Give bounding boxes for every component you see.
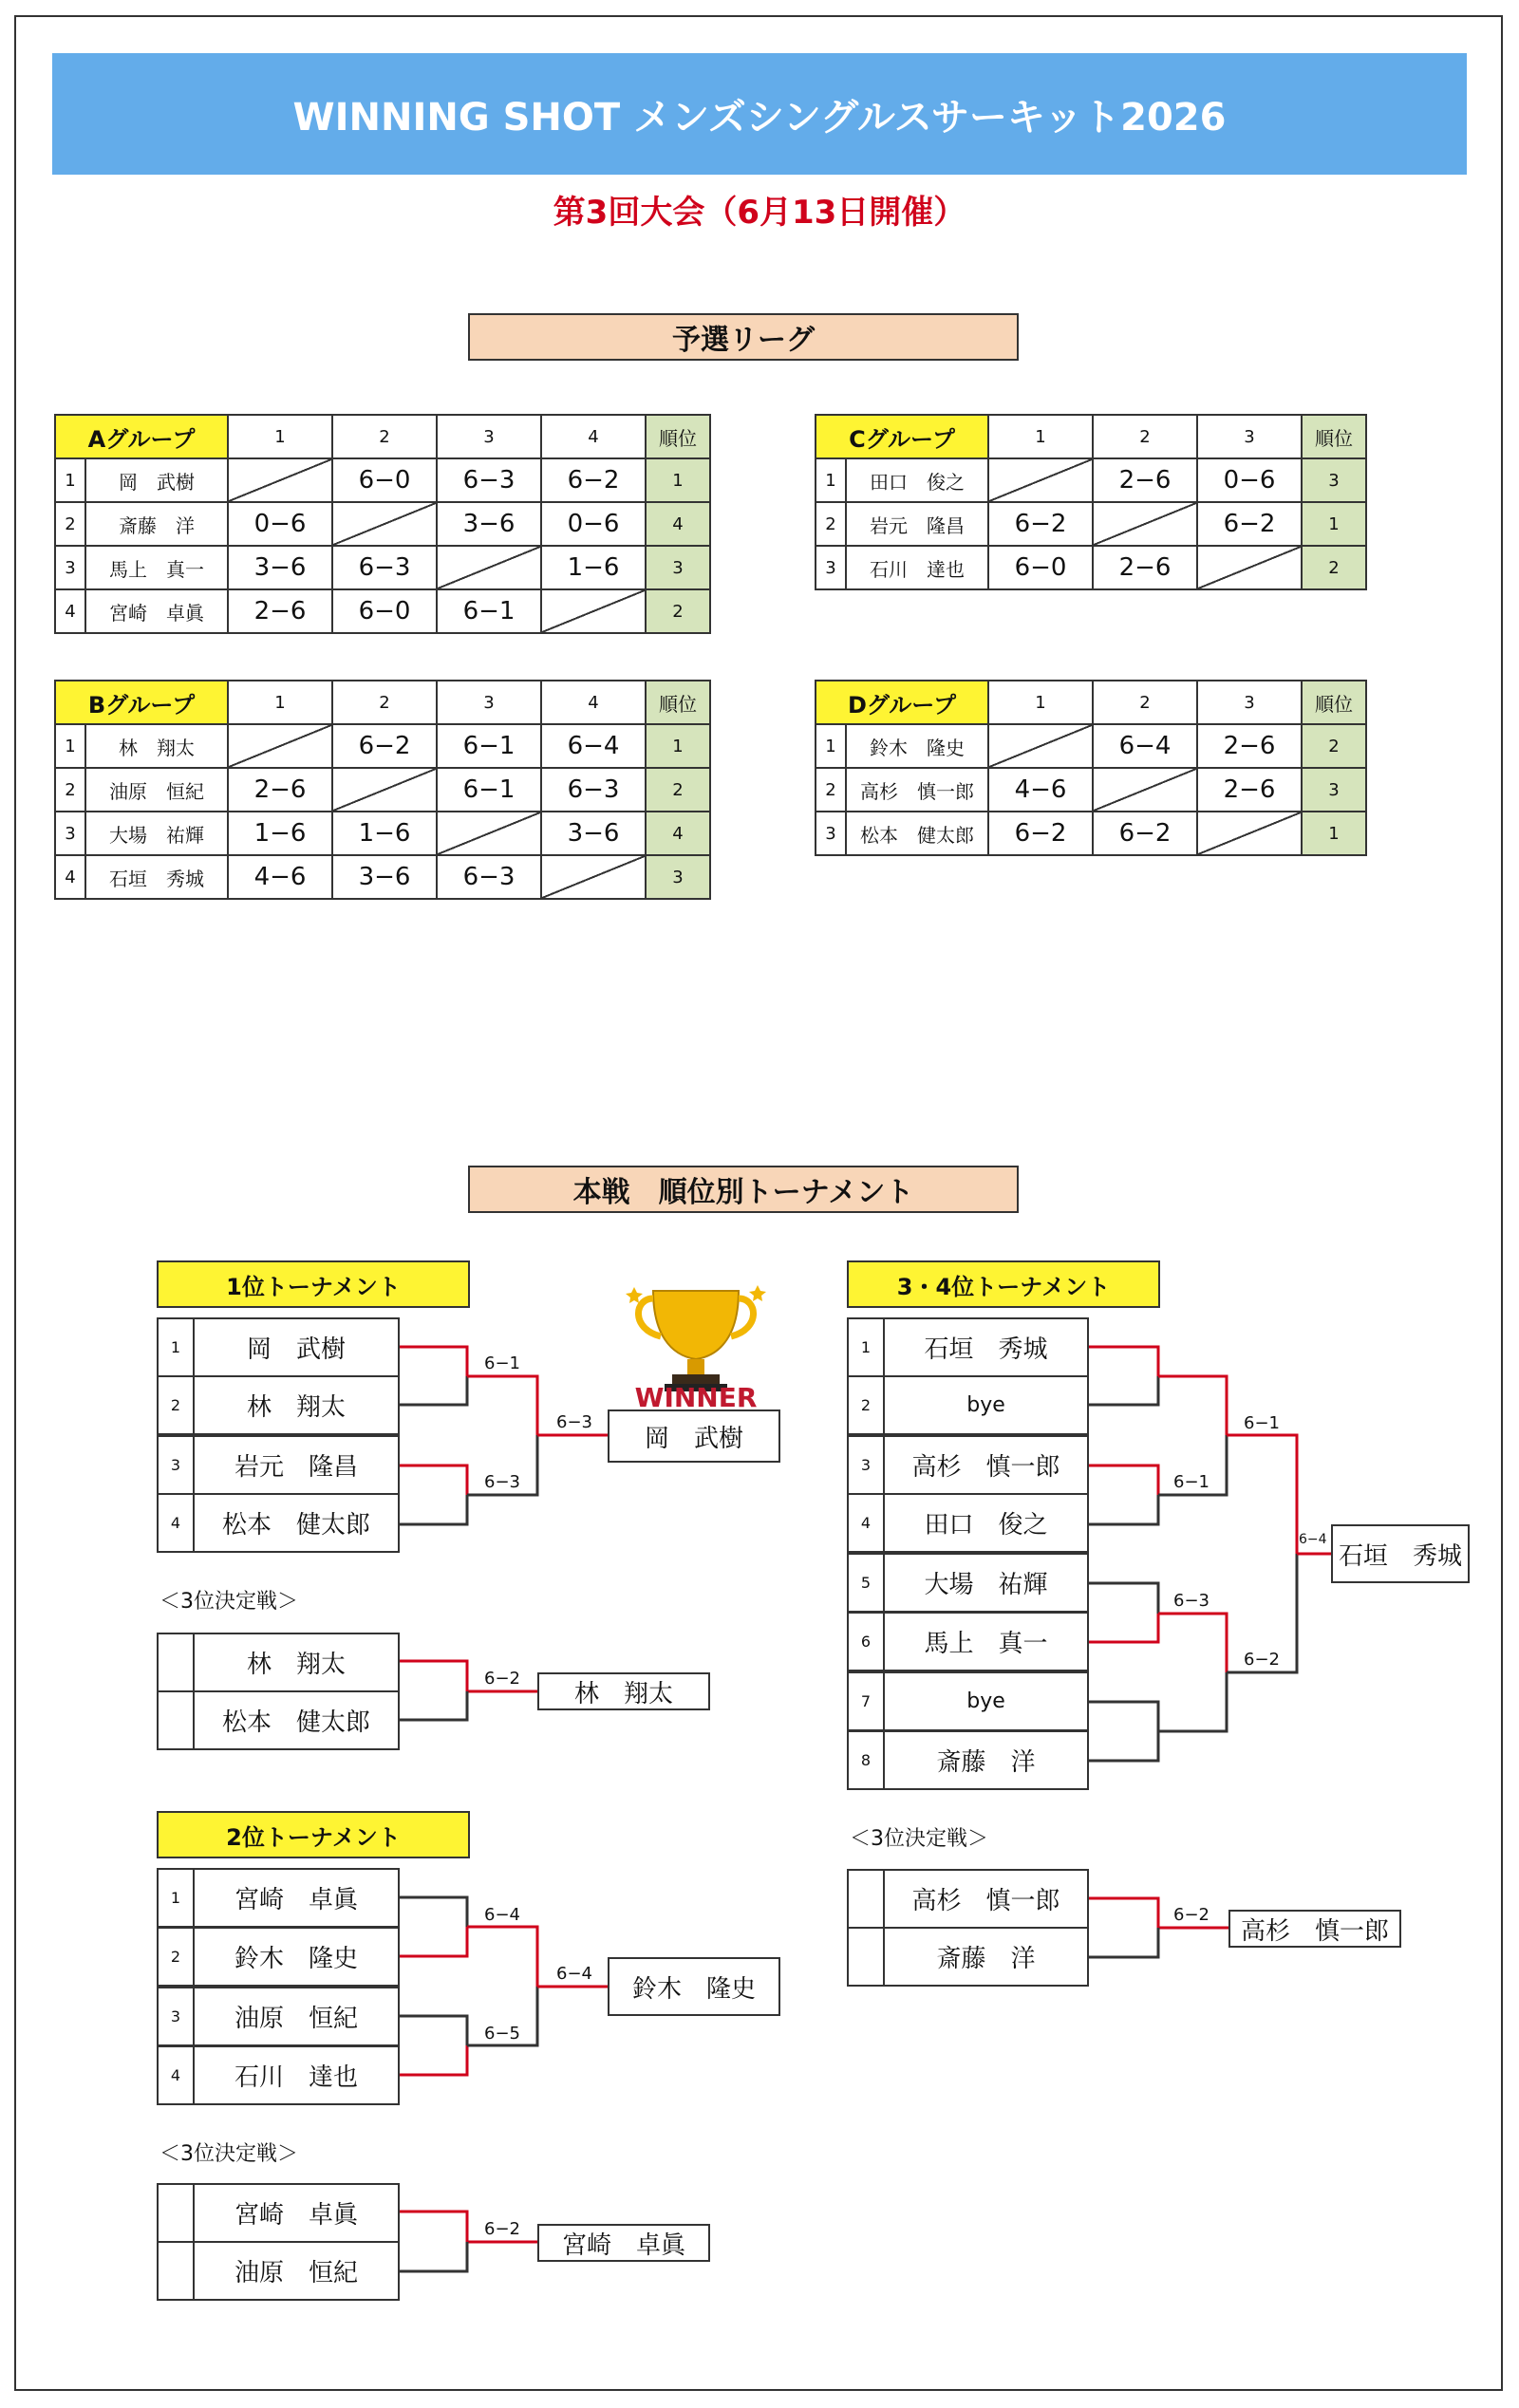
row-number: 1 <box>816 724 846 768</box>
seed-number: 2 <box>849 1377 885 1433</box>
t34-player-8 <box>847 1730 1089 1790</box>
score-cell: 3−6 <box>437 502 541 546</box>
col-header: 1 <box>988 415 1093 458</box>
t34-third-winner-box: 高杉 慎一郎 <box>1228 1910 1401 1948</box>
score-label: 6−4 <box>484 1905 520 1925</box>
score-label: 6−5 <box>484 2024 520 2044</box>
bracket-line <box>1158 1376 1227 1435</box>
t2-player-3 <box>157 1987 400 2046</box>
rank-cell: 1 <box>1302 812 1366 855</box>
row-number: 1 <box>55 724 85 768</box>
bracket-line <box>1088 1614 1158 1642</box>
t2-player-1 <box>157 1868 400 1928</box>
score-cell: 6−3 <box>437 458 541 502</box>
score-cell: 3−6 <box>541 812 646 855</box>
score-cell: 0−6 <box>541 502 646 546</box>
player-name: 岩元 隆昌 <box>234 1453 358 1482</box>
seed-number: 1 <box>849 1319 885 1375</box>
player-name: 斎藤 洋 <box>85 502 228 546</box>
col-header: 4 <box>541 415 646 458</box>
t34-title: 3・4位トーナメント <box>847 1260 1160 1308</box>
rank-cell: 2 <box>1302 546 1366 589</box>
bracket-line <box>399 2242 467 2271</box>
score-label: 6−2 <box>1173 1905 1210 1925</box>
seed-number <box>849 1871 885 1927</box>
bracket-line <box>399 1376 467 1405</box>
player-name: 石垣 秀城 <box>924 1335 1048 1364</box>
score-cell: 6−2 <box>332 724 437 768</box>
score-label: 6−2 <box>484 2219 520 2239</box>
player-name: 馬上 真一 <box>85 546 228 589</box>
score-cell: 6−2 <box>988 502 1093 546</box>
col-header: 1 <box>228 681 332 724</box>
score-label: 6−3 <box>1173 1591 1210 1611</box>
bracket-line <box>1088 1702 1158 1731</box>
t34-third-player-2 <box>847 1927 1089 1987</box>
score-cell: 6−0 <box>332 458 437 502</box>
player-name: 石垣 秀城 <box>85 855 228 899</box>
seed-number: 5 <box>849 1555 885 1611</box>
player-name: 松本 健太郎 <box>221 1708 370 1737</box>
t1-title: 1位トーナメント <box>157 1260 470 1308</box>
player-name: 石川 達也 <box>846 546 988 589</box>
rank-header: 順位 <box>1302 415 1366 458</box>
seed-number <box>159 2243 195 2299</box>
score-cell: 6−2 <box>1093 812 1197 855</box>
player-name: 岩元 隆昌 <box>846 502 988 546</box>
t34-winner-box: 石垣 秀城 <box>1331 1524 1470 1583</box>
player-name: 大場 祐輝 <box>85 812 228 855</box>
score-cell: 4−6 <box>228 855 332 899</box>
t34-player-6 <box>847 1612 1089 1671</box>
score-cell: 6−0 <box>988 546 1093 589</box>
player-name: 斎藤 洋 <box>936 1945 1036 1973</box>
rank-cell: 3 <box>646 546 710 589</box>
player-name: 松本 健太郎 <box>221 1511 370 1540</box>
row-number: 3 <box>55 546 85 589</box>
col-header: 1 <box>228 415 332 458</box>
col-header: 4 <box>541 681 646 724</box>
seed-number <box>159 1692 195 1748</box>
score-cell: 0−6 <box>228 502 332 546</box>
seed-number: 3 <box>159 1437 195 1493</box>
player-name: 岡 武樹 <box>246 1335 346 1364</box>
rank-cell: 4 <box>646 502 710 546</box>
seed-number: 3 <box>849 1437 885 1493</box>
t2-title: 2位トーナメント <box>157 1811 470 1858</box>
bracket-line <box>399 2016 467 2045</box>
group-name: Bグループ <box>55 681 228 724</box>
t34-player-5 <box>847 1553 1089 1613</box>
score-cell: 1−6 <box>228 812 332 855</box>
t34-player-1 <box>847 1317 1089 1377</box>
seed-number: 1 <box>159 1870 195 1926</box>
row-number: 3 <box>55 812 85 855</box>
score-cell: 6−1 <box>437 589 541 633</box>
score-cell: 6−2 <box>988 812 1093 855</box>
bracket-line <box>1088 1583 1158 1614</box>
player-name: bye <box>966 1393 1005 1417</box>
player-name: 林 翔太 <box>246 1651 346 1679</box>
player-name: 林 翔太 <box>85 724 228 768</box>
row-number: 3 <box>816 546 846 589</box>
score-cell: 2−6 <box>1093 458 1197 502</box>
score-cell: 1−6 <box>332 812 437 855</box>
bracket-line <box>1227 1435 1297 1554</box>
t1-third-player-1 <box>157 1633 400 1692</box>
score-label: 6−3 <box>556 1412 592 1432</box>
bracket-line <box>1088 1495 1158 1524</box>
player-name: 林 翔太 <box>246 1393 346 1422</box>
row-number: 1 <box>816 458 846 502</box>
player-name: 宮崎 卓眞 <box>234 1886 358 1914</box>
t2-third-label: ＜3位決定戦＞ <box>159 2142 298 2166</box>
score-label: 6−2 <box>484 1669 520 1689</box>
t34-player-4 <box>847 1493 1089 1553</box>
bracket-line <box>1158 1672 1227 1731</box>
player-name: 斎藤 洋 <box>936 1748 1036 1777</box>
score-label: 6−2 <box>1244 1650 1280 1670</box>
score-cell: 3−6 <box>332 855 437 899</box>
row-number: 4 <box>55 589 85 633</box>
player-name: bye <box>966 1689 1005 1713</box>
t1-player-2 <box>157 1375 400 1435</box>
player-name: 宮崎 卓眞 <box>234 2201 358 2230</box>
seed-number <box>159 1634 195 1690</box>
bracket-line <box>399 1465 467 1495</box>
t2-winner-box: 鈴木 隆史 <box>608 1957 780 2016</box>
score-label: 6−1 <box>1244 1413 1280 1433</box>
score-label: 6−4 <box>556 1964 592 1984</box>
seed-number <box>159 2185 195 2241</box>
group-name: Aグループ <box>55 415 228 458</box>
player-name: 油原 恒紀 <box>85 768 228 812</box>
col-header: 3 <box>437 415 541 458</box>
score-cell: 6−3 <box>437 855 541 899</box>
t2-third-player-1 <box>157 2183 400 2243</box>
rank-cell: 2 <box>1302 724 1366 768</box>
group-name: Cグループ <box>816 415 988 458</box>
score-label: 6−1 <box>1173 1472 1210 1492</box>
rank-cell: 2 <box>646 768 710 812</box>
score-cell: 6−0 <box>332 589 437 633</box>
player-name: 宮崎 卓眞 <box>85 589 228 633</box>
t34-player-2 <box>847 1375 1089 1435</box>
bracket-line <box>1158 1614 1227 1672</box>
bracket-line <box>1088 1928 1158 1957</box>
t1-player-1 <box>157 1317 400 1377</box>
bracket-line <box>399 1495 467 1524</box>
score-cell: 6−2 <box>541 458 646 502</box>
row-number: 2 <box>816 502 846 546</box>
score-label: 6−4 <box>1299 1532 1327 1547</box>
t1-winner-box: 岡 武樹 <box>608 1409 780 1463</box>
player-name: 田口 俊之 <box>846 458 988 502</box>
winner-label: WINNER <box>634 1382 758 1410</box>
t2-player-4 <box>157 2045 400 2105</box>
seed-number: 4 <box>849 1495 885 1551</box>
score-cell: 6−4 <box>541 724 646 768</box>
row-number: 2 <box>55 502 85 546</box>
player-name: 鈴木 隆史 <box>846 724 988 768</box>
seed-number: 4 <box>159 1495 195 1551</box>
seed-number: 2 <box>159 1377 195 1433</box>
rank-cell: 1 <box>646 724 710 768</box>
rank-header: 順位 <box>646 415 710 458</box>
col-header: 2 <box>1093 681 1197 724</box>
t2-player-2 <box>157 1927 400 1987</box>
bracket-line <box>467 1927 537 1987</box>
rank-header: 順位 <box>646 681 710 724</box>
seed-number: 2 <box>159 1929 195 1985</box>
bracket-line <box>399 1897 467 1927</box>
rank-header: 順位 <box>1302 681 1366 724</box>
rank-cell: 4 <box>646 812 710 855</box>
score-cell: 6−3 <box>541 768 646 812</box>
player-name: 田口 俊之 <box>924 1511 1048 1540</box>
bracket-line <box>1088 1731 1158 1761</box>
player-name: 岡 武樹 <box>85 458 228 502</box>
bracket-line <box>1088 1376 1158 1405</box>
score-label: 6−3 <box>484 1472 520 1492</box>
col-header: 3 <box>1197 681 1302 724</box>
score-cell: 2−6 <box>228 768 332 812</box>
t1-player-3 <box>157 1435 400 1495</box>
group-name: Dグループ <box>816 681 988 724</box>
bracket-line <box>1088 1465 1158 1495</box>
score-label: 6−1 <box>484 1353 520 1373</box>
t1-third-winner-box: 林 翔太 <box>537 1672 710 1710</box>
seed-number: 4 <box>159 2047 195 2103</box>
bracket-line <box>399 2045 467 2075</box>
t2-third-winner-box: 宮崎 卓眞 <box>537 2224 710 2262</box>
bracket-line <box>1088 1347 1158 1376</box>
seed-number: 6 <box>849 1614 885 1670</box>
score-cell: 3−6 <box>228 546 332 589</box>
page-title: WINNING SHOT メンズシングルスサーキット2026 <box>52 53 1467 175</box>
score-cell: 2−6 <box>1093 546 1197 589</box>
t1-player-4 <box>157 1493 400 1553</box>
score-cell: 6−4 <box>1093 724 1197 768</box>
player-name: 高杉 慎一郎 <box>911 1453 1060 1482</box>
seed-number: 1 <box>159 1319 195 1375</box>
col-header: 3 <box>437 681 541 724</box>
seed-number <box>849 1929 885 1985</box>
score-cell: 1−6 <box>541 546 646 589</box>
rank-cell: 3 <box>1302 768 1366 812</box>
score-cell: 6−1 <box>437 724 541 768</box>
tournament-section-title: 本戦 順位別トーナメント <box>468 1166 1019 1213</box>
player-name: 油原 恒紀 <box>234 2259 358 2287</box>
bracket-line <box>399 1347 467 1376</box>
col-header: 1 <box>988 681 1093 724</box>
trophy-icon <box>615 1281 777 1410</box>
score-cell: 0−6 <box>1197 458 1302 502</box>
col-header: 3 <box>1197 415 1302 458</box>
col-header: 2 <box>332 415 437 458</box>
player-name: 油原 恒紀 <box>234 2005 358 2033</box>
seed-number: 7 <box>849 1673 885 1729</box>
event-subtitle: 第3回大会（6月13日開催） <box>553 194 966 232</box>
rank-cell: 1 <box>646 458 710 502</box>
row-number: 3 <box>816 812 846 855</box>
player-name: 石川 達也 <box>234 2063 358 2092</box>
t34-player-3 <box>847 1435 1089 1495</box>
score-cell: 6−3 <box>332 546 437 589</box>
t1-third-player-2 <box>157 1690 400 1750</box>
player-name: 鈴木 隆史 <box>234 1945 358 1973</box>
seed-number: 8 <box>849 1732 885 1788</box>
bracket-line <box>467 1376 537 1435</box>
rank-cell: 2 <box>646 589 710 633</box>
t2-third-player-2 <box>157 2241 400 2301</box>
seed-number: 3 <box>159 1988 195 2044</box>
row-number: 2 <box>816 768 846 812</box>
player-name: 松本 健太郎 <box>846 812 988 855</box>
score-cell: 2−6 <box>228 589 332 633</box>
rank-cell: 3 <box>1302 458 1366 502</box>
player-name: 高杉 慎一郎 <box>911 1887 1060 1915</box>
col-header: 2 <box>332 681 437 724</box>
score-cell: 6−2 <box>1197 502 1302 546</box>
row-number: 4 <box>55 855 85 899</box>
player-name: 馬上 真一 <box>924 1630 1048 1658</box>
rank-cell: 3 <box>646 855 710 899</box>
score-cell: 6−1 <box>437 768 541 812</box>
player-name: 高杉 慎一郎 <box>846 768 988 812</box>
player-name: 大場 祐輝 <box>924 1571 1048 1599</box>
score-cell: 4−6 <box>988 768 1093 812</box>
t34-third-label: ＜3位決定戦＞ <box>850 1827 988 1851</box>
bracket-line <box>399 1927 467 1956</box>
t1-third-label: ＜3位決定戦＞ <box>159 1590 298 1614</box>
col-header: 2 <box>1093 415 1197 458</box>
t34-player-7 <box>847 1671 1089 1731</box>
league-section-title: 予選リーグ <box>468 313 1019 361</box>
rank-cell: 1 <box>1302 502 1366 546</box>
row-number: 2 <box>55 768 85 812</box>
row-number: 1 <box>55 458 85 502</box>
bracket-line <box>399 1691 467 1720</box>
score-cell: 2−6 <box>1197 724 1302 768</box>
score-cell: 2−6 <box>1197 768 1302 812</box>
t34-third-player-1 <box>847 1869 1089 1929</box>
